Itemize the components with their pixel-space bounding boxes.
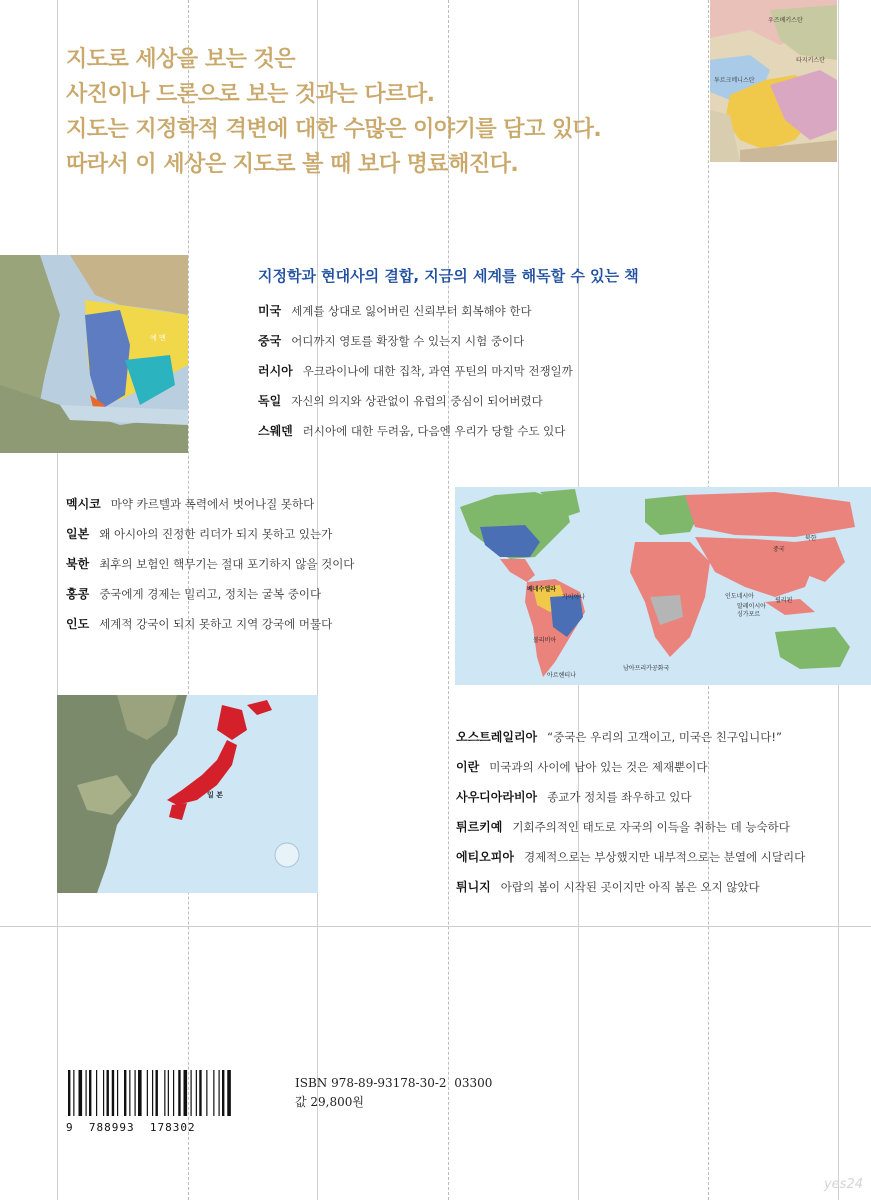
headline-line: 지도는 지정학적 격변에 대한 수많은 이야기를 담고 있다. (66, 117, 602, 142)
list-item (456, 722, 805, 752)
country-summary: 세계적 강국이 되지 못하고 지역 강국에 머물다 (99, 617, 333, 631)
country-name: 인도 (66, 617, 90, 631)
isbn-block (295, 1074, 492, 1112)
list-item (258, 326, 639, 356)
list-item (258, 356, 639, 386)
map-world-graphic (455, 487, 871, 685)
barcode (66, 1070, 284, 1134)
map-yemen-graphic (0, 255, 188, 453)
map-label: 볼리비아 (533, 637, 557, 644)
country-summary: 자신의 의지와 상관없이 유럽의 중심이 되어버렸다 (291, 394, 543, 408)
map-japan (57, 695, 318, 893)
list-item (456, 872, 805, 902)
country-summary: 경제적으로는 부상했지만 내부적으로는 분열에 시달리다 (523, 850, 806, 864)
country-name: 미국 (258, 304, 282, 318)
map-label: 남아프리카공화국 (623, 665, 670, 672)
country-name: 북한 (66, 557, 90, 571)
country-name: 중국 (258, 334, 282, 348)
map-label: 일 본 (207, 791, 223, 799)
list-item (66, 609, 354, 639)
country-name: 멕시코 (66, 497, 101, 511)
map-label: 중국 (773, 546, 785, 553)
watermark: yes24 (823, 1177, 863, 1192)
map-yemen (0, 255, 188, 453)
list-item (456, 752, 805, 782)
country-summary: “중국은 우리의 고객이고, 미국은 친구입니다!” (547, 730, 782, 744)
map-label: 아르헨티나 (547, 672, 576, 679)
country-summary: 세계를 상대로 잃어버린 신뢰부터 회복해야 한다 (291, 304, 532, 318)
country-name: 홍콩 (66, 587, 90, 601)
headline-line: 따라서 이 세상은 지도로 볼 때 보다 명료해진다. (66, 152, 519, 177)
list-item (66, 519, 354, 549)
country-summary: 미국과의 사이에 남아 있는 것은 제재뿐이다 (489, 760, 708, 774)
country-summary: 기회주의적인 태도로 자국의 이득을 취하는 데 능숙하다 (512, 820, 790, 834)
country-name: 독일 (258, 394, 282, 408)
isbn-number: ISBN 978-89-93178-30-2 03300 (295, 1076, 493, 1090)
country-name: 러시아 (258, 364, 293, 378)
list-item (66, 549, 354, 579)
map-label: 투르크메니스탄 (714, 77, 755, 84)
country-summary: 아랍의 봄이 시작된 곳이지만 아직 봄은 오지 않았다 (500, 880, 760, 894)
country-name: 일본 (66, 527, 90, 541)
price: 값 29,800원 (295, 1095, 364, 1109)
country-name: 튀니지 (456, 880, 491, 894)
list-item (456, 842, 805, 872)
map-japan-graphic (57, 695, 318, 893)
country-name: 이란 (456, 760, 480, 774)
map-label: 예 멘 (150, 334, 166, 342)
map-label: 베네수엘라 (527, 586, 556, 593)
headline (66, 42, 666, 182)
country-summary: 종교가 정치를 좌우하고 있다 (547, 790, 692, 804)
country-summary: 왜 아시아의 진정한 리더가 되지 못하고 있는가 (99, 527, 333, 541)
country-list-middle (66, 489, 354, 639)
map-label: 가이아나 (562, 594, 586, 601)
country-summary: 중국에게 경제는 밀리고, 정치는 굴복 중이다 (99, 587, 322, 601)
map-world (455, 487, 871, 685)
map-label: 우즈베키스탄 (768, 17, 803, 24)
barcode-bars (66, 1070, 284, 1116)
country-list-bottom (456, 722, 805, 902)
list-item (258, 296, 639, 326)
map-afghanistan (710, 0, 837, 162)
country-name: 사우디아라비아 (456, 790, 538, 804)
country-summary: 러시아에 대한 두려움, 다음엔 우리가 당할 수도 있다 (302, 424, 566, 438)
country-name: 오스트레일리아 (456, 730, 538, 744)
map-label: 타지키스탄 (796, 57, 825, 64)
map-label: 말레이시아 (737, 603, 766, 610)
map-label: 북한 (805, 535, 817, 542)
barcode-digits: 9 788993 178302 (66, 1121, 196, 1134)
list-item (258, 386, 639, 416)
headline-line: 지도로 세상을 보는 것은 (66, 47, 295, 72)
list-item (66, 489, 354, 519)
headline-line: 사진이나 드론으로 보는 것과는 다르다. (66, 82, 435, 107)
list-item (258, 416, 639, 446)
country-name: 스웨덴 (258, 424, 293, 438)
list-item (456, 782, 805, 812)
list-item (66, 579, 354, 609)
country-name: 에티오피아 (456, 850, 514, 864)
book-feature-list (258, 265, 639, 446)
trim-line (57, 0, 58, 1200)
country-summary: 어디까지 영토를 확장할 수 있는지 시험 중이다 (291, 334, 525, 348)
map-label: 인도네시아 (725, 593, 754, 600)
country-name: 튀르키예 (456, 820, 503, 834)
country-summary: 우크라이나에 대한 집착, 과연 푸틴의 마지막 전쟁일까 (302, 364, 573, 378)
map-label: 필리핀 (775, 597, 793, 604)
map-label: 싱가포르 (737, 611, 761, 618)
fold-line (0, 926, 871, 927)
list-item (456, 812, 805, 842)
country-summary: 최후의 보험인 핵무기는 절대 포기하지 않을 것이다 (99, 557, 355, 571)
country-summary: 마약 카르텔과 폭력에서 벗어나질 못하다 (110, 497, 315, 511)
list-title: 지정학과 현대사의 결합, 지금의 세계를 해독할 수 있는 책 (258, 267, 639, 285)
